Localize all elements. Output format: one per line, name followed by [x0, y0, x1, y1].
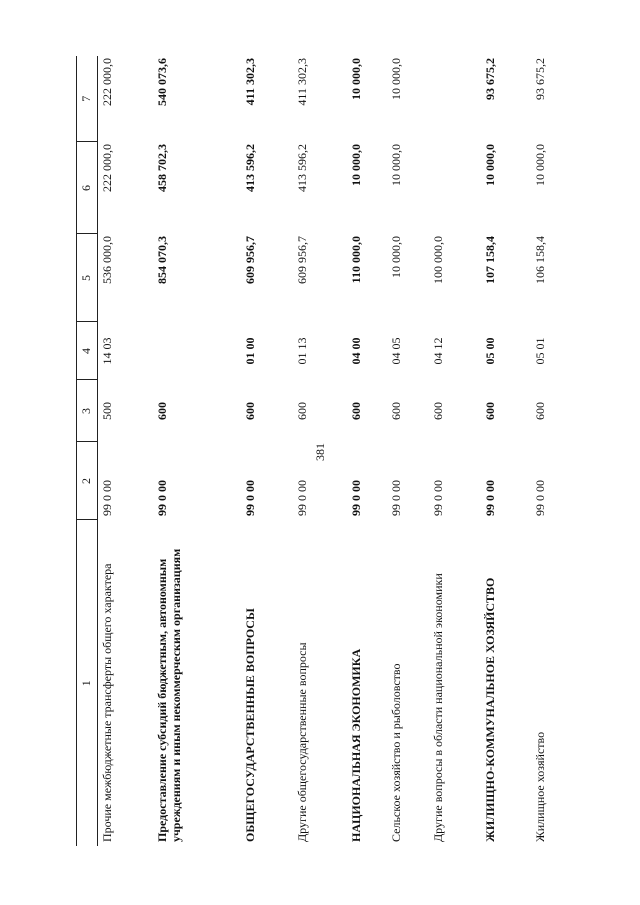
table-header [77, 56, 98, 846]
table-row [429, 56, 481, 846]
row-c6: 10 000,0 [483, 144, 498, 186]
row-c6: 222 000,0 [99, 144, 114, 192]
row-c4: 04 05 [389, 337, 404, 365]
row-c7: 10 000,0 [349, 58, 364, 100]
row-c4: 14 03 [99, 337, 114, 365]
row-name: Другие вопросы в области национальной экономики [431, 573, 446, 842]
page-number: 381 [313, 443, 327, 461]
row-c4: 05 01 [533, 337, 548, 365]
row-c5: 106 158,4 [533, 236, 548, 284]
row-code: 99 0 00 [431, 480, 446, 516]
row-c4: 04 12 [431, 337, 446, 365]
row-name: Прочие межбюджетные трансферты общего характера [99, 563, 114, 842]
header-cell-5: 5 [77, 234, 98, 322]
row-code: 99 0 00 [389, 480, 404, 516]
row-c5: 10 000,0 [389, 236, 404, 278]
row-c3: 600 [389, 402, 404, 420]
row-code: 99 0 00 [295, 480, 310, 516]
header-cell-6: 6 [77, 142, 98, 234]
row-name: Жилищное хозяйство [533, 731, 548, 842]
row-c3: 600 [431, 402, 446, 420]
row-c7: 411 302,3 [243, 58, 258, 106]
row-c3: 600 [483, 402, 498, 420]
header-cell-7: 7 [77, 56, 98, 142]
row-code: 99 0 00 [155, 480, 170, 516]
row-c3: 600 [349, 402, 364, 420]
row-c4: 05 00 [483, 337, 498, 365]
row-code: 99 0 00 [99, 480, 114, 516]
table-row [531, 56, 567, 846]
row-c5: 100 000,0 [431, 236, 446, 284]
row-c6: 10 000,0 [389, 144, 404, 186]
row-c7: 10 000,0 [389, 58, 404, 100]
table-row [481, 56, 531, 846]
table-row [347, 56, 387, 846]
row-c5: 609 956,7 [295, 236, 310, 284]
header-row [77, 56, 98, 846]
row-c6 [429, 142, 481, 234]
row-code: 99 0 00 [483, 480, 498, 516]
row-name: НАЦИОНАЛЬНАЯ ЭКОНОМИКА [349, 648, 364, 842]
row-name: Другие общегосударственные вопросы [295, 642, 310, 842]
row-c7: 222 000,0 [99, 58, 114, 106]
row-c5: 854 070,3 [155, 236, 170, 284]
row-c6: 10 000,0 [349, 144, 364, 186]
row-c5: 110 000,0 [349, 236, 364, 284]
row-code: 99 0 00 [349, 480, 364, 516]
rotated-table-wrapper [76, 56, 551, 846]
table-row [387, 56, 429, 846]
row-c4 [153, 322, 241, 380]
row-c6: 413 596,2 [295, 144, 310, 192]
row-name: Сельское хозяйство и рыболовство [389, 663, 404, 842]
row-name: Предоставление субсидий бюджетным, автономным учреждениям и иным некоммерческим организациям [155, 548, 184, 842]
row-c3: 600 [155, 402, 170, 420]
row-c3: 600 [533, 402, 548, 420]
row-c5: 107 158,4 [483, 236, 498, 284]
row-c7: 540 073,6 [155, 58, 170, 106]
table-row [293, 56, 347, 846]
row-c6: 413 596,2 [243, 144, 258, 192]
header-cell-4: 4 [77, 322, 98, 380]
row-c5: 609 956,7 [243, 236, 258, 284]
row-c4: 01 00 [243, 337, 258, 365]
budget-table [76, 56, 567, 846]
row-c7: 411 302,3 [295, 58, 310, 106]
row-c4: 01 13 [295, 337, 310, 365]
row-c6: 458 702,3 [155, 144, 170, 192]
row-c3: 600 [243, 402, 258, 420]
row-c7 [429, 56, 481, 142]
header-cell-3: 3 [77, 380, 98, 442]
row-c4: 04 00 [349, 337, 364, 365]
row-c3: 500 [99, 402, 114, 420]
table-row [153, 56, 241, 846]
table-body [97, 56, 567, 846]
row-name: ЖИЛИЩНО-КОММУНАЛЬНОЕ ХОЗЯЙСТВО [483, 577, 498, 842]
header-cell-2: 2 [77, 442, 98, 520]
table-row [97, 56, 153, 846]
row-code: 99 0 00 [533, 480, 548, 516]
row-c7: 93 675,2 [533, 58, 548, 100]
row-c6: 10 000,0 [533, 144, 548, 186]
row-code: 99 0 00 [243, 480, 258, 516]
row-c5: 536 000,0 [99, 236, 114, 284]
row-c7: 93 675,2 [483, 58, 498, 100]
table-row [241, 56, 293, 846]
row-name: ОБЩЕГОСУДАРСТВЕННЫЕ ВОПРОСЫ [243, 608, 258, 842]
row-c3: 600 [295, 402, 310, 420]
header-cell-1: 1 [77, 520, 98, 846]
